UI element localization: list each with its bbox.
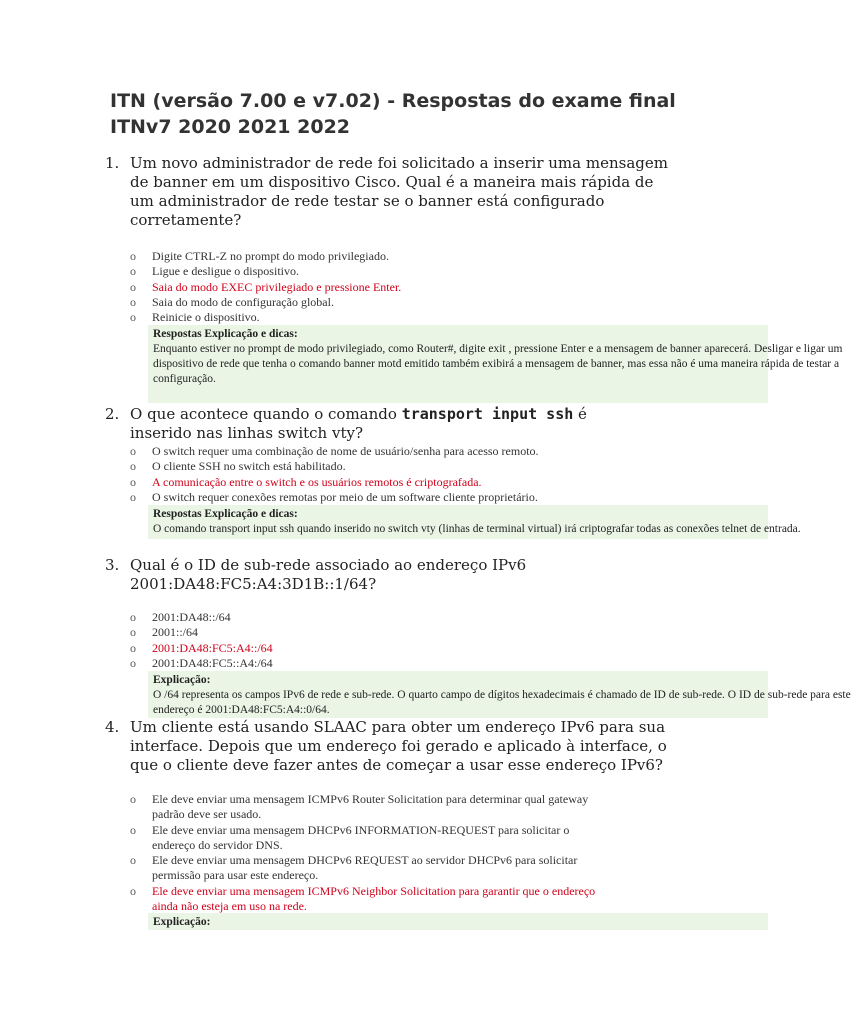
- question-text-line: corretamente?: [130, 211, 242, 229]
- bullet-icon: o: [130, 444, 136, 458]
- question-text-line: que o cliente deve fazer antes de começar a usar esse endereço IPv6?: [130, 756, 663, 774]
- bullet-icon: o: [130, 610, 136, 624]
- bullet-icon: o: [130, 310, 136, 325]
- bullet-icon: o: [130, 264, 136, 279]
- question-3-explanation: [148, 671, 851, 718]
- option[interactable]: [130, 625, 273, 640]
- question-text-line: Um novo administrador de rede foi solicitado a inserir uma mensagem: [130, 154, 668, 172]
- option[interactable]: [130, 264, 401, 279]
- explanation-line: Enquanto estiver no prompt de modo privilegiado, como Router#, digite exit , pressione Enter e a mensagem de banner aparecerá. Desligar e ligar um: [153, 343, 843, 355]
- bullet-icon: o: [130, 474, 136, 489]
- question-text: [130, 154, 670, 230]
- option[interactable]: [130, 853, 595, 884]
- option-label: Ele deve enviar uma mensagem DHCPv6 REQUEST ao servidor DHCPv6 para solicitar: [152, 853, 578, 868]
- option-label: O switch requer uma combinação de nome de usuário/senha para acesso remoto.: [152, 444, 539, 458]
- question-1-explanation: [148, 325, 843, 403]
- option-label: A comunicação entre o switch e os usuários remotos é criptografada.: [152, 474, 482, 489]
- command-code: transport input ssh: [401, 405, 574, 423]
- question-text-line: interface. Depois que um endereço foi gerado e aplicado à interface, o: [130, 737, 667, 755]
- title-line-2: ITNv7 2020 2021 2022: [110, 116, 351, 138]
- option-label: 2001:DA48:FC5:A4::/64: [152, 640, 273, 655]
- option-label: O cliente SSH no switch está habilitado.: [152, 459, 346, 474]
- option[interactable]: [130, 656, 273, 671]
- option-correct[interactable]: [130, 475, 539, 490]
- question-3-options: [130, 610, 273, 671]
- bullet-icon: o: [130, 459, 136, 474]
- explanation-line: O /64 representa os campos IPv6 de rede e sub-rede. O quarto campo de dígitos hexadecimais é chamado de ID de sub-rede. O ID de sub-rede para este: [153, 689, 851, 701]
- question-text: [130, 556, 670, 594]
- question-2-options: [130, 444, 539, 505]
- option-label: Ele deve enviar uma mensagem ICMPv6 Router Solicitation para determinar qual gateway: [152, 792, 589, 806]
- question-1-options: [130, 249, 401, 325]
- bullet-icon: o: [130, 625, 136, 640]
- question-text: [130, 718, 670, 775]
- bullet-icon: o: [130, 655, 136, 670]
- option[interactable]: [130, 792, 595, 823]
- explanation-line: dispositivo de rede que tenha o comando banner motd emitido também exibirá a mensagem de banner, mas essa não é uma maneira rápida de testar a: [153, 358, 840, 370]
- bullet-icon: o: [130, 640, 136, 655]
- bullet-icon: o: [130, 883, 136, 898]
- question-4-explanation: [148, 913, 768, 930]
- option[interactable]: [130, 249, 401, 264]
- option-label: Saia do modo EXEC privilegiado e pressione Enter.: [152, 279, 402, 294]
- bullet-icon: o: [130, 792, 136, 806]
- option-label: O switch requer conexões remotas por meio de um software cliente proprietário.: [152, 489, 538, 504]
- explanation-title: Explicação:: [153, 674, 211, 686]
- question-number: 3.: [105, 556, 120, 574]
- option-correct[interactable]: [130, 641, 273, 656]
- question-4-options: [130, 792, 595, 914]
- option-label: ainda não esteja em uso na rede.: [152, 899, 307, 914]
- option-correct[interactable]: [130, 280, 401, 295]
- option-label: padrão deve ser usado.: [152, 807, 262, 822]
- option[interactable]: [130, 490, 539, 505]
- option[interactable]: [130, 610, 273, 625]
- option-correct[interactable]: [130, 884, 595, 915]
- bullet-icon: o: [130, 853, 136, 868]
- option[interactable]: [130, 823, 595, 854]
- question-text-line: de banner em um dispositivo Cisco. Qual é a maneira mais rápida de: [130, 173, 654, 191]
- question-text-line: Qual é o ID de sub-rede associado ao endereço IPv6: [130, 556, 527, 574]
- question-text-line: inserido nas linhas switch vty?: [130, 424, 364, 442]
- question-number: 4.: [105, 718, 120, 736]
- option-label: Ele deve enviar uma mensagem ICMPv6 Neighbor Solicitation para garantir que o endereço: [152, 883, 596, 898]
- explanation-title: Explicação:: [153, 916, 211, 928]
- bullet-icon: o: [130, 279, 136, 294]
- bullet-icon: o: [130, 249, 136, 263]
- question-text-line: 2001:DA48:FC5:A4:3D1B::1/64?: [130, 575, 377, 593]
- question-text-part: é: [573, 405, 587, 423]
- option-label: 2001:DA48::/64: [152, 610, 231, 624]
- option-label: permissão para usar este endereço.: [152, 868, 319, 883]
- explanation-line: configuração.: [153, 373, 216, 385]
- option-label: Saia do modo de configuração global.: [152, 294, 334, 309]
- option-label: Reinicie o dispositivo.: [152, 310, 260, 325]
- option-label: Ele deve enviar uma mensagem DHCPv6 INFORMATION-REQUEST para solicitar o: [152, 822, 570, 837]
- bullet-icon: o: [130, 489, 136, 504]
- question-number: 1.: [105, 154, 120, 172]
- bullet-icon: o: [130, 294, 136, 309]
- question-text-part: O que acontece quando o comando: [130, 405, 402, 423]
- bullet-icon: o: [130, 822, 136, 837]
- question-text-line: Um cliente está usando SLAAC para obter um endereço IPv6 para sua: [130, 718, 666, 736]
- question-2-explanation: [148, 505, 801, 539]
- option-label: Ligue e desligue o dispositivo.: [152, 264, 299, 279]
- option-label: endereço do servidor DNS.: [152, 837, 283, 852]
- question-text: [130, 405, 670, 443]
- explanation-title: Respostas Explicação e dicas:: [153, 508, 298, 520]
- explanation-line: O comando transport input ssh quando inserido no switch vty (linhas de terminal virtual) irá criptografar todas as conexões telnet de entrada.: [153, 523, 801, 535]
- page-title: [110, 88, 710, 140]
- question-text-line: um administrador de rede testar se o banner está configurado: [130, 192, 605, 210]
- option[interactable]: [130, 444, 539, 459]
- question-number: 2.: [105, 405, 120, 423]
- option-label: Digite CTRL-Z no prompt do modo privilegiado.: [152, 249, 389, 263]
- explanation-title: Respostas Explicação e dicas:: [153, 328, 298, 340]
- option-label: 2001::/64: [152, 625, 199, 640]
- explanation-line: endereço é 2001:DA48:FC5:A4::0/64.: [153, 704, 330, 716]
- option[interactable]: [130, 310, 401, 325]
- title-line-1: ITN (versão 7.00 e v7.02) - Respostas do exame final: [110, 90, 676, 112]
- option[interactable]: [130, 295, 401, 310]
- option-label: 2001:DA48:FC5::A4:/64: [152, 655, 273, 670]
- option[interactable]: [130, 459, 539, 474]
